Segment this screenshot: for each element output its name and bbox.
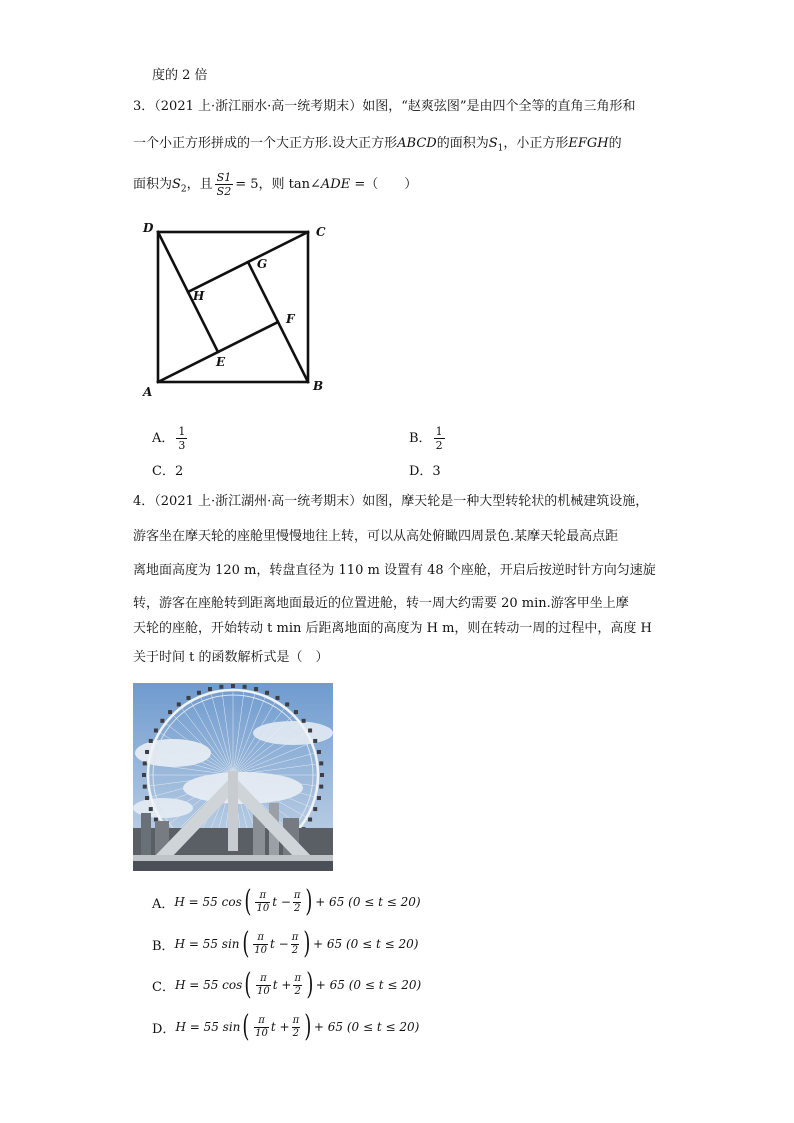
q4-option-b-label: B． [152,938,175,954]
q4-line-5: 天轮的座舱，开始转动 t min 后距离地面的高度为 H m，则在转动一周的过程中，高度 H [133,621,652,636]
q3-small-square-text: ，小正方形 [503,136,569,151]
wheel-cabin [154,818,158,822]
label-e: E [216,355,226,369]
q4-option-d-label: D． [152,1021,176,1037]
q3-line-3 [133,171,417,200]
big-square-abcd [158,232,308,382]
wheel-cabin [142,773,146,777]
q4-option-a-lparen: ( [244,884,252,919]
q4-option-d-frac2 [292,1015,301,1040]
wheel-cabin [231,684,235,688]
q4-option-a-rparen: ) [305,884,313,919]
q4-line-2: 游客坐在摩天轮的座舱里慢慢地往上转，可以从高处俯瞰四周景色.某摩天轮最高点距 [133,529,619,544]
q4-option-a-frac2 [293,890,302,915]
q4-option-d-num2: π [292,1014,300,1026]
q4-option-a-frac1 [255,890,270,915]
support-tower [228,771,238,851]
label-f: F [286,312,295,326]
q4-option-c-den1: 10 [257,985,270,997]
q4-option-d-rparen: ) [304,1009,312,1044]
wheel-cabin [243,685,247,689]
q3-line-1: 3．（2021 上·浙江丽水·高一统考期末）如图，“赵爽弦图”是由四个全等的直角三角形和 [133,99,636,114]
label-d: D [143,221,154,235]
label-c: C [316,225,326,239]
q4-option-c-frac1 [256,973,271,998]
q4-option-d-num1: π [254,1015,269,1028]
zhao-shuang-diagram [140,220,340,400]
q4-option-b-lparen: ( [241,926,249,961]
q4-option-c-lparen: ( [244,967,252,1002]
q3-abcd: ABCD [397,136,437,151]
q4-option-b-rparen: ) [303,926,311,961]
q4-option-d-den1: 10 [255,1027,268,1039]
q4-option-d-post: + 65 (0 ≤ t ≤ 20) [313,1020,420,1034]
q4-option-b-mid: t − [269,937,289,951]
wheel-cabin [294,710,298,714]
line-a-f [158,322,278,382]
wheel-cabin [145,796,149,800]
q4-option-c-pre: H = 55 cos [174,978,243,992]
wheel-cabin [313,739,317,743]
wheel-cabin [208,687,212,691]
q4-option-a[interactable] [152,884,421,919]
bridge-deck [133,855,333,861]
q4-option-b-frac2 [291,932,300,957]
q3-ratio-num: S1 [216,171,232,184]
q4-option-b-frac1 [253,932,268,957]
q4-option-a-den2: 2 [293,902,301,914]
q4-line-1: 4．（2021 上·浙江湖州·高一统考期末）如图，摩天轮是一种大型转轮状的机械建筑设施， [133,494,649,509]
wheel-cabin [160,719,164,723]
label-a: A [143,385,153,399]
q3-option-c[interactable]: C．2 [152,464,184,479]
line-b-g [248,262,308,382]
q3-option-a-den: 3 [178,439,186,452]
wheel-cabin [145,750,149,754]
q4-option-c-den2: 2 [294,985,301,997]
q4-option-c[interactable] [152,967,422,1002]
label-b: B [313,379,324,393]
q4-line-4: 转，游客在座舱转到距离地面最近的位置进舱，转一周大约需要 20 min.游客甲坐上摩 [133,596,629,611]
q4-option-a-mid: t − [272,895,291,909]
q3-s1: S [488,136,498,151]
q4-option-b-post: + 65 (0 ≤ t ≤ 20) [312,937,419,951]
q3-s2-sub: 2 [180,184,187,195]
q3-ratio-den: S2 [216,185,232,198]
q3-option-a[interactable] [152,425,189,452]
q4-option-c-label: C． [152,979,175,995]
q3-line-3-b: ，且 [186,177,213,192]
q4-option-b[interactable] [152,926,419,961]
q4-option-d-pre: H = 55 sin [175,1020,241,1034]
wheel-cabin [319,761,323,765]
q3-s2: S [172,177,181,192]
wheel-cabin [154,729,158,733]
wheel-cabin [177,702,181,706]
q4-option-c-post: + 65 (0 ≤ t ≤ 20) [315,978,422,992]
q3-option-d[interactable]: D．3 [409,464,441,479]
wheel-cabin [313,807,317,811]
q3-line-2-text: 一个小正方形拼成的一个大正方形.设大正方形 [133,136,398,151]
q4-option-a-num2: π [293,889,301,901]
q3-area-text: 的面积为 [436,136,489,151]
q4-option-a-label: A． [152,896,175,912]
wheel-cabin [285,702,289,706]
q3-line-3-d: =（ ） [350,177,418,192]
wheel-cabin [302,719,306,723]
q4-option-b-pre: H = 55 sin [174,937,240,951]
q3-ratio-fraction [215,171,234,198]
q4-option-c-rparen: ) [306,967,314,1002]
wheel-cabin [168,710,172,714]
q4-option-d-lparen: ( [242,1009,250,1044]
wheel-cabin [143,785,147,789]
wheel-cabin [317,750,321,754]
q3-option-b[interactable] [409,425,447,452]
wheel-cabin [265,691,269,695]
q3-s1-sub: 1 [497,143,504,154]
wheel-cabin [320,773,324,777]
q4-option-b-num1: π [253,932,268,945]
q4-option-d-mid: t + [270,1020,290,1034]
q4-line-6: 关于时间 t 的函数解析式是（ ） [133,650,329,665]
water [133,861,333,871]
wheel-cabin [149,739,153,743]
q4-option-d-frac1 [254,1015,269,1040]
q4-option-c-frac2 [293,973,302,998]
q3-option-a-num: 1 [178,425,186,438]
q3-line-3-c: = 5，则 tan∠ [235,177,321,192]
wheel-cabin [319,785,323,789]
q3-option-b-den: 2 [435,439,443,452]
wheel-cabin [317,796,321,800]
q3-option-a-fraction [176,425,187,452]
q3-option-a-label: A． [152,431,175,446]
q4-option-a-pre: H = 55 cos [174,895,242,909]
q4-option-b-den1: 10 [254,944,267,956]
wheel-cabin [143,761,147,765]
q3-line-3-a: 面积为 [133,177,173,192]
q3-line-2-end: 的 [608,136,622,151]
wheel-cabin [308,818,312,822]
q3-line-2 [133,134,622,159]
q4-option-a-post: + 65 (0 ≤ t ≤ 20) [315,895,421,909]
wheel-cabin [308,729,312,733]
q4-option-a-den1: 10 [256,902,270,914]
q4-option-c-mid: t + [272,978,292,992]
q4-option-a-num1: π [255,890,270,903]
label-h: H [193,289,205,303]
q3-option-b-num: 1 [435,425,443,438]
q4-line-3: 离地面高度为 120 m，转盘直径为 110 m 设置有 48 个座舱，开启后按逆时针方向匀速旋 [133,563,656,578]
wheel-cabin [197,691,201,695]
ferris-wheel-photo [133,683,333,871]
q4-option-c-num2: π [294,972,302,984]
q3-efgh: EFGH [568,136,609,151]
label-g: G [257,257,268,271]
wheel-cabin [219,685,223,689]
previous-question-tail: 度的 2 倍 [152,68,208,83]
q4-option-b-num2: π [291,931,299,943]
wheel-cabin [276,696,280,700]
q3-option-b-label: B． [409,431,432,446]
q3-ade: ADE [320,177,351,192]
wheel-cabin [187,696,191,700]
q4-option-d-den2: 2 [292,1027,300,1039]
line-c-h [188,232,308,292]
q4-option-b-den2: 2 [291,944,299,956]
wheel-cabin [254,687,258,691]
q4-option-c-num1: π [256,973,271,986]
wheel-cabin [149,807,153,811]
q4-option-d[interactable] [152,1009,420,1044]
q3-option-b-fraction [434,425,445,452]
